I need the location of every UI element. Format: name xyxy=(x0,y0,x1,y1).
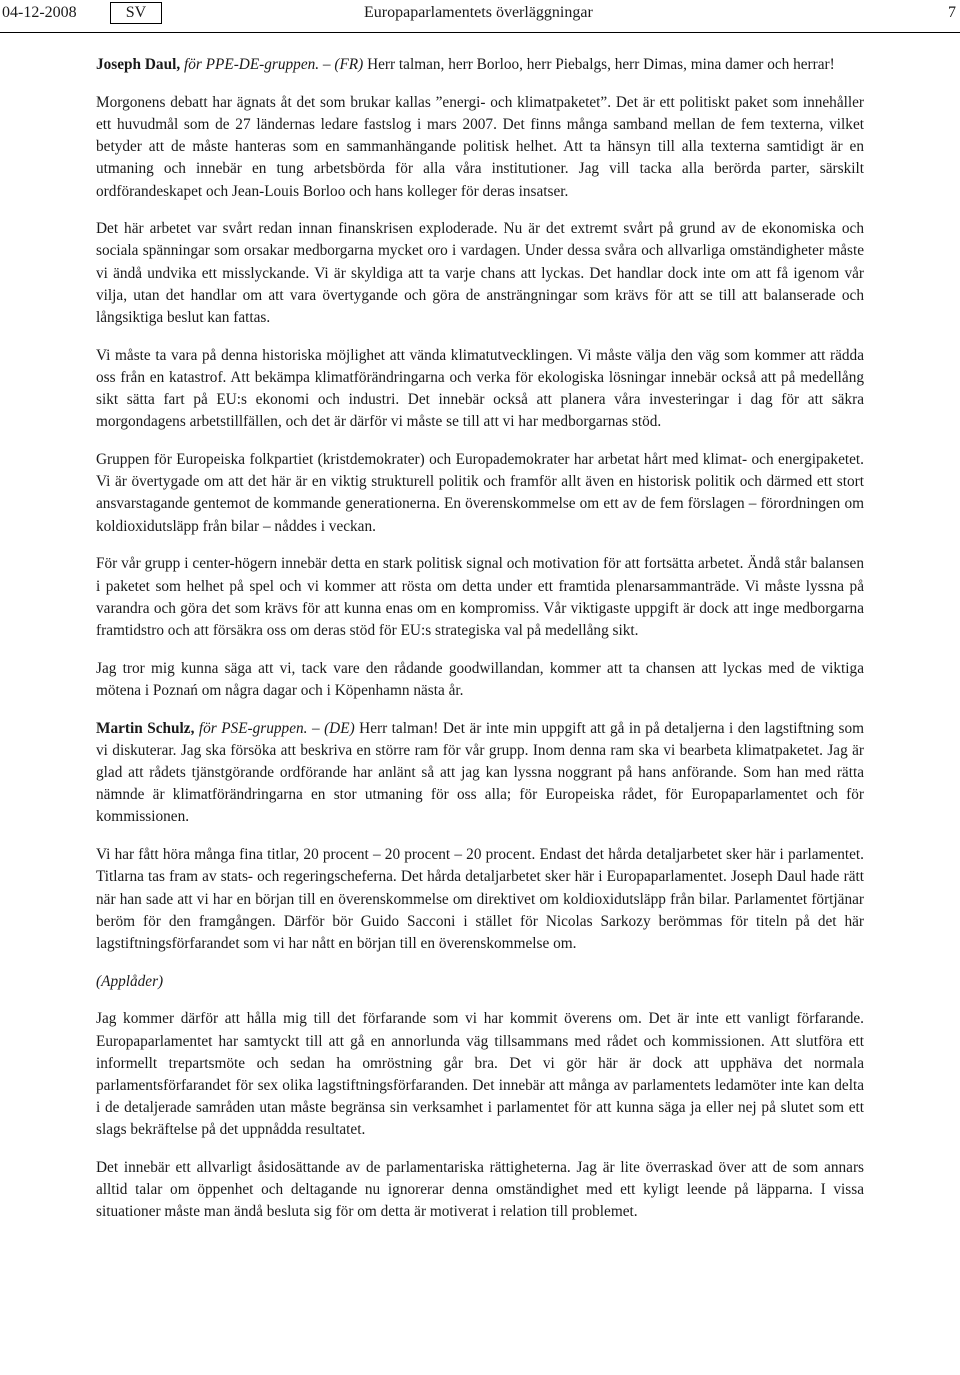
applause-note: (Applåder) xyxy=(96,972,164,990)
speaker-name: Joseph Daul, xyxy=(96,56,181,73)
page-number: 7 xyxy=(948,4,956,21)
document-body xyxy=(96,54,864,1239)
paragraph: Det innebär ett allvarligt åsidosättande av de parlamentariska rättigheterna. Jag är lite överraskad över att de som annars alltid talar om öppenhet och deltagande nu ignorerar denna omständighet med ett kyligt leende på läpparna. I vissa situationer måste man ändå besluta sig för om detta är motiverat i relation till problemet. xyxy=(96,1159,864,1221)
paragraph: Jag tror mig kunna säga att vi, tack vare den rådande goodwillandan, kommer att ta chansen att lyckas med de viktiga mötena i Poznań om några dagar och i Köpenhamn nästa år. xyxy=(96,659,864,699)
paragraph-text: Herr talman! Det är inte min uppgift att gå in på detaljerna i den lagstiftning som vi diskuterar. Jag ska försöka att beskriva en större ram för vår grupp. Inom denna ram ska vi bearbeta klimatpaketet. Jag är glad att rådets tjänstgörande ordförande har anlänt så att jag kan lyssna noggrant på hans anförande. Som han med rätta nämnde är klimatförändringarna en stor utmaning för oss alla; för Europeiska rådet, för Europaparlamentet och för kommissionen. xyxy=(96,719,864,826)
header-date: 04-12-2008 xyxy=(2,4,77,21)
speaker-name: Martin Schulz, xyxy=(96,719,195,737)
page-header xyxy=(0,0,960,33)
paragraph: Vi måste ta vara på denna historiska möjlighet att vända klimatutvecklingen. Vi måste välja den väg som kommer att rädda oss från en katastrof. Att bekämpa klimatförändringarna och verka för ekologiska lösningar innebär också att på medellång sikt sätta fart på EU:s ekonomi och industri. Det innebär också att planera våra investeringar i dag för att säkra morgondagens arbetstillfällen, och det är därför vi måste se till att vi har medborgarnas stöd. xyxy=(96,346,864,431)
language-code-box: SV xyxy=(110,2,162,24)
paragraph-speech-daul xyxy=(96,54,864,76)
header-title: Europaparlamentets överläggningar xyxy=(364,4,593,21)
paragraph: För vår grupp i center-högern innebär detta en stark politisk signal och motivation för att fortsätta arbetet. Ändå står balansen i paketet som helhet på spel och vi kommer att rösta om detta under ett framtida plenarsammanträde. Vi måste lyssna på varandra och göra det som krävs för att kunna enas om en kompromiss. Vår viktigaste uppgift är dock att inge medborgarna framtidstro och att försäkra oss om deras stöd för EU:s strategiska val på medellång sikt. xyxy=(96,555,864,639)
paragraph: Det här arbetet var svårt redan innan finanskrisen exploderade. Nu är det extremt svårt på grund av de ekonomiska och sociala spänningar som orsakar medborgarna mycket oro i vardagen. Under dessa svåra och allvarliga omständigheter måste vi ändå undvika ett misslyckande. Vi är skyldiga att ta varje chans att lyckas. Det handlar dock inte om att få igenom vår vilja, utan det handlar om att vara övertygande och göra de ansträngningar som krävs för att se till att balanserade och långsiktiga beslut kan fattas. xyxy=(96,220,864,327)
paragraph: Morgonens debatt har ägnats åt det som brukar kallas ”energi- och klimatpaketet”. Det är ett politiskt paket som innehåller ett huvudmål som de 27 ländernas ledare fastslog i mars 2007. Det finns många samband mellan de fem texterna, vilket betyder att de måste hanteras som en sammanhängande politisk helhet. Att ta hänsyn till alla texterna samtidigt är en utmaning och innebär en tung arbetsbörda för alla våra institutioner. Jag vill tacka alla berörda parter, särskilt ordförandeskapet och Jean-Louis Borloo och hans kolleger för deras insatser. xyxy=(96,93,864,200)
paragraph: Vi har fått höra många fina titlar, 20 procent – 20 procent – 20 procent. Endast det hårda detaljarbetet sker här i parlamentet. Titlarna tas fram av stats- och regeringscheferna. Det hårda detaljarbetet sker här i Europaparlamentet. Joseph Daul hade rätt när han sade att vi har en början till en överenskommelse om direktivet om koldioxidutsläpp från bilar. Parlamentet förtjänar beröm för den framgången. Därför bör Guido Sacconi i stället för Nicolas Sarkozy berömmas för titeln på det här lagstiftningsförfarandet som vi har nått en början till en överenskommelse om. xyxy=(96,846,864,952)
paragraph: Gruppen för Europeiska folkpartiet (kristdemokrater) och Europademokrater har arbetat hårt med klimat- och energipaketet. Vi är övertygade om att det här är en viktig strukturell politik och framför allt även en historisk politik och därmed ett stort ansvarstagande gentemot de kommande generationerna. En överenskommelse om ett av de fem förslagen – förordningen om koldioxidutsläpp från bilar – nåddes i veckan. xyxy=(96,451,864,535)
speaker-role: för PSE-gruppen. – (DE) xyxy=(194,719,355,737)
paragraph-speech-schulz xyxy=(96,718,864,829)
speaker-role: för PPE-DE-gruppen. – (FR) xyxy=(180,56,364,73)
paragraph: Jag kommer därför att hålla mig till det förfarande som vi har kommit överens om. Det är inte ett vanligt förfarande. Europaparlamentet har samtyckt till att gå en annorlunda väg tillsammans med rådet och kommissionen. Att slutföra ett informellt trepartsmöte och sedan ha omröstning går bra. Det vi gör här är dock att upphäva det normala parlamentsförfarandet för sex olika lagstiftningsförfaranden. Det innebär att många av parlamentets ledamöter inte kan delta i de detaljerade samråden utan måste begränsa sin verksamhet i parlamentet för att kunna säga ja eller nej på slutet som ett slags bekräftelse på det uppnådda resultatet. xyxy=(96,1010,864,1139)
paragraph-text: Herr talman, herr Borloo, herr Piebalgs, herr Dimas, mina damer och herrar! xyxy=(363,56,835,73)
